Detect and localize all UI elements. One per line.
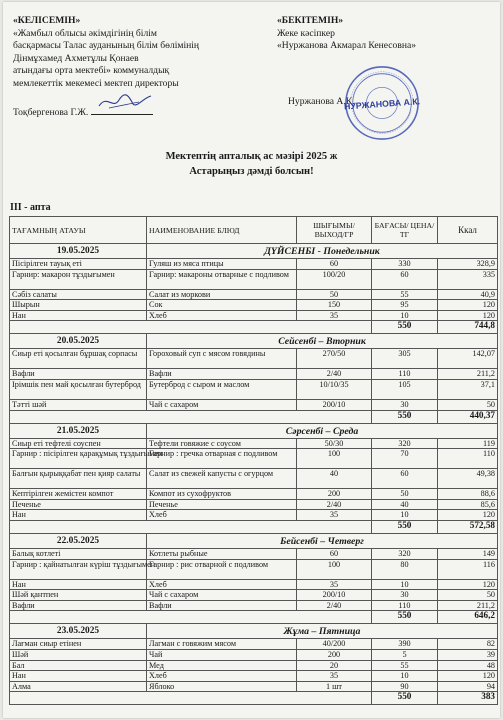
dish-yield: 100/20 [297,269,372,289]
dish-name-ru: Хлеб [147,510,297,521]
dish-price: 30 [372,590,438,601]
dish-name-ru: Компот из сухофруктов [147,489,297,500]
left-line-1: басқармасы Талас ауданының білім бөлімінің [13,40,200,51]
day-total-row [10,611,498,624]
table-row [10,289,498,300]
dish-kcal: 120 [438,671,498,682]
dish-yield: 40 [297,469,372,489]
total-spacer [10,611,372,624]
total-spacer [10,692,372,705]
table-row [10,300,498,311]
dish-name-kz: Гарнир: макарон тұздығымен [10,269,147,289]
dish-yield: 35 [297,310,372,321]
col-price: БАҒАСЫ/ ЦЕНА/ТГ [372,217,438,244]
table-row [10,671,498,682]
dish-name-ru: Гарнир : рис отварной с подливом [147,559,297,579]
dish-kcal: 211,2 [438,369,498,380]
dish-name-ru: Салат из свежей капусты с огурцом [147,469,297,489]
day-total-row [10,410,498,423]
dish-name-kz: Алма [10,681,147,692]
right-line-0: Жеке кәсіпкер [277,27,335,39]
dish-price: 55 [372,660,438,671]
day-header-row [10,624,498,639]
dish-kcal: 40,9 [438,289,498,300]
dish-yield: 35 [297,579,372,590]
menu-body [10,244,498,705]
table-row [10,469,498,489]
table-row [10,590,498,601]
dish-name-kz: Нан [10,510,147,521]
dish-name-ru: Гарнир: макароны отварные с подливом [147,269,297,289]
dish-kcal: 94 [438,681,498,692]
day-total-row [10,520,498,533]
dish-name-kz: Балғын қырыққабат пен қияр салаты [10,469,147,489]
day-total-price: 550 [372,692,438,705]
dish-kcal: 39 [438,649,498,660]
dish-name-kz: Вафли [10,369,147,380]
dish-kcal: 120 [438,300,498,311]
table-row [10,499,498,510]
menu-table [9,216,498,705]
dish-name-kz: Нан [10,579,147,590]
day-total-price: 550 [372,520,438,533]
dish-name-kz: Шәй қантпен [10,590,147,601]
dish-name-ru: Лагман с говяжим мясом [147,639,297,650]
dish-yield: 200/10 [297,399,372,410]
dish-name-ru: Бутерброд с сыром и маслом [147,379,297,399]
day-date: 21.05.2025 [10,423,147,438]
dish-yield: 60 [297,259,372,270]
dish-name-kz: Сиыр еті тефтелі соуспен [10,438,147,449]
day-total-kcal: 440,37 [438,410,498,423]
dish-price: 10 [372,510,438,521]
day-header-row [10,334,498,349]
dish-price: 390 [372,639,438,650]
dish-yield: 40/200 [297,639,372,650]
table-row [10,259,498,270]
dish-yield: 60 [297,548,372,559]
dish-price: 50 [372,489,438,500]
dish-kcal: 88,6 [438,489,498,500]
table-row [10,438,498,449]
dish-price: 60 [372,469,438,489]
dish-name-ru: Хлеб [147,579,297,590]
dish-name-kz: Шәй [10,649,147,660]
dish-kcal: 328,9 [438,259,498,270]
dish-yield: 200/10 [297,590,372,601]
dish-yield: 10/10/35 [297,379,372,399]
dish-name-ru: Салат из моркови [147,289,297,300]
table-row [10,379,498,399]
dish-yield: 35 [297,671,372,682]
left-line-4: мемлекеттік мекемесі мектеп директоры [13,77,179,89]
right-signer: Нуржанова А.К. [288,96,355,107]
dish-yield: 2/40 [297,600,372,611]
left-line-0: «Жамбыл облысы әкімдігінің білім [13,27,157,39]
dish-price: 110 [372,600,438,611]
dish-name-ru: Печенье [147,499,297,510]
day-name: Жұма – Пятница [147,624,498,639]
dish-price: 90 [372,681,438,692]
table-row [10,489,498,500]
day-total-kcal: 572,58 [438,520,498,533]
dish-price: 80 [372,559,438,579]
dish-kcal: 82 [438,639,498,650]
table-row [10,449,498,469]
dish-name-kz: Лағман сиыр етінен [10,639,147,650]
day-date: 19.05.2025 [10,244,147,259]
table-row [10,649,498,660]
dish-yield: 1 шт [297,681,372,692]
dish-kcal: 120 [438,510,498,521]
dish-name-kz: Ірімшік пен май қосылған бутерброд [10,379,147,399]
dish-name-kz: Гарнир : қайнатылған күріш тұздығымен [10,559,147,579]
dish-yield: 100 [297,559,372,579]
dish-name-ru: Сок [147,300,297,311]
left-line-3: атындағы орта мектебі» коммуналдық [13,65,170,76]
dish-yield: 200 [297,489,372,500]
day-header-row [10,533,498,548]
day-date: 22.05.2025 [10,533,147,548]
dish-name-kz: Шырын [10,300,147,311]
dish-name-ru: Хлеб [147,310,297,321]
dish-kcal: 50 [438,590,498,601]
left-line-2: Дінмұхамед Ахметұлы Қонаев [13,52,139,64]
doc-title: Мектептің апталық ас мәзірі 2025 ж [165,151,338,162]
dish-kcal: 120 [438,579,498,590]
dish-name-kz: Печенье [10,499,147,510]
dish-name-kz: Тәтті шәй [10,399,147,410]
dish-price: 330 [372,259,438,270]
dish-yield: 35 [297,510,372,521]
dish-name-kz: Бал [10,660,147,671]
dish-name-kz: Нан [10,671,147,682]
approval-right-block [277,15,416,53]
dish-name-ru: Яблоко [147,681,297,692]
dish-name-ru: Гороховый суп с мясом говядины [147,349,297,369]
dish-yield: 2/40 [297,369,372,380]
week-label: III - апта [10,202,51,213]
dish-yield: 100 [297,449,372,469]
col-name-ru: НАИМЕНОВАНИЕ БЛЮД [147,217,297,244]
table-row [10,681,498,692]
day-header-row [10,244,498,259]
day-total-kcal: 383 [438,692,498,705]
col-name-kz: ТАҒАМНЫҢ АТАУЫ [10,217,147,244]
table-header-row [10,217,498,244]
dish-yield: 50/30 [297,438,372,449]
day-total-kcal: 744,8 [438,321,498,334]
dish-kcal: 37,1 [438,379,498,399]
col-kcal: Ккал [438,217,498,244]
table-row [10,559,498,579]
dish-price: 305 [372,349,438,369]
dish-price: 5 [372,649,438,660]
dish-kcal: 335 [438,269,498,289]
day-name: Сейсенбі – Вторник [147,334,498,349]
dish-price: 105 [372,379,438,399]
dish-price: 10 [372,579,438,590]
day-total-price: 550 [372,410,438,423]
dish-yield: 150 [297,300,372,311]
dish-kcal: 110 [438,449,498,469]
dish-kcal: 149 [438,548,498,559]
table-row [10,269,498,289]
dish-price: 95 [372,300,438,311]
dish-price: 10 [372,310,438,321]
dish-price: 320 [372,548,438,559]
table-row [10,548,498,559]
total-spacer [10,410,372,423]
dish-kcal: 85,6 [438,499,498,510]
total-spacer [10,321,372,334]
dish-kcal: 120 [438,310,498,321]
dish-name-kz: Кептірілген жемістен компот [10,489,147,500]
dish-name-ru: Гарнир : гречка отварная с подливом [147,449,297,469]
day-name: ДҮЙСЕНБІ - Понедельник [147,244,498,259]
dish-name-ru: Тефтели говяжие с соусом [147,438,297,449]
dish-kcal: 116 [438,559,498,579]
day-total-row [10,692,498,705]
dish-price: 40 [372,499,438,510]
dish-price: 110 [372,369,438,380]
dish-price: 320 [372,438,438,449]
table-row [10,310,498,321]
day-total-price: 550 [372,321,438,334]
day-date: 23.05.2025 [10,624,147,639]
dish-kcal: 50 [438,399,498,410]
total-spacer [10,520,372,533]
dish-yield: 200 [297,649,372,660]
dish-name-ru: Мед [147,660,297,671]
day-date: 20.05.2025 [10,334,147,349]
approve-title: «БЕКІТЕМІН» [277,15,344,26]
dish-price: 55 [372,289,438,300]
dish-name-ru: Котлеты рыбные [147,548,297,559]
dish-kcal: 48 [438,660,498,671]
dish-kcal: 211,2 [438,600,498,611]
dish-name-kz: Нан [10,310,147,321]
day-name: Бейсенбі – Четверг [147,533,498,548]
dish-name-kz: Сәбіз салаты [10,289,147,300]
table-row [10,399,498,410]
left-signature-icon [95,90,155,112]
dish-name-kz: Балық котлеті [10,548,147,559]
dish-kcal: 49,38 [438,469,498,489]
dish-name-kz: Гарнир : пісірілген қарақұмық тұздығымен [10,449,147,469]
dish-price: 70 [372,449,438,469]
doc-subtitle: Астарыңыз дәмді болсын! [189,166,314,177]
table-row [10,369,498,380]
dish-name-ru: Чай с сахаром [147,399,297,410]
table-row [10,349,498,369]
dish-name-ru: Чай [147,649,297,660]
day-total-price: 550 [372,611,438,624]
left-signer: Тоқбергенова Г.Ж. [13,107,89,118]
menu-document [3,2,500,718]
dish-name-ru: Хлеб [147,671,297,682]
dish-name-kz: Пісірілген тауық еті [10,259,147,270]
dish-kcal: 142,07 [438,349,498,369]
dish-price: 60 [372,269,438,289]
dish-name-ru: Гуляш из мяса птицы [147,259,297,270]
col-yield: ШЫҒЫМЫ/ ВЫХОД/ГР [297,217,372,244]
dish-name-kz: Сиыр еті қосылған бұршақ сорпасы [10,349,147,369]
dish-yield: 20 [297,660,372,671]
table-row [10,660,498,671]
dish-price: 10 [372,671,438,682]
table-row [10,639,498,650]
table-row [10,579,498,590]
dish-name-ru: Вафли [147,369,297,380]
dish-kcal: 119 [438,438,498,449]
dish-yield: 2/40 [297,499,372,510]
dish-yield: 270/50 [297,349,372,369]
day-name: Сәрсенбі – Среда [147,423,498,438]
day-total-row [10,321,498,334]
dish-yield: 50 [297,289,372,300]
agree-title: «КЕЛІСЕМІН» [13,15,81,26]
seal-stamp-icon [343,64,421,142]
dish-name-ru: Вафли [147,600,297,611]
day-total-kcal: 646,2 [438,611,498,624]
dish-name-ru: Чай с сахаром [147,590,297,601]
dish-price: 30 [372,399,438,410]
table-row [10,600,498,611]
stamp-text: НУРЖАНОВА А.К. [343,96,421,112]
day-header-row [10,423,498,438]
right-line-1: «Нуржанова Акмарал Кенесовна» [277,40,417,51]
dish-name-kz: Вафли [10,600,147,611]
table-row [10,510,498,521]
